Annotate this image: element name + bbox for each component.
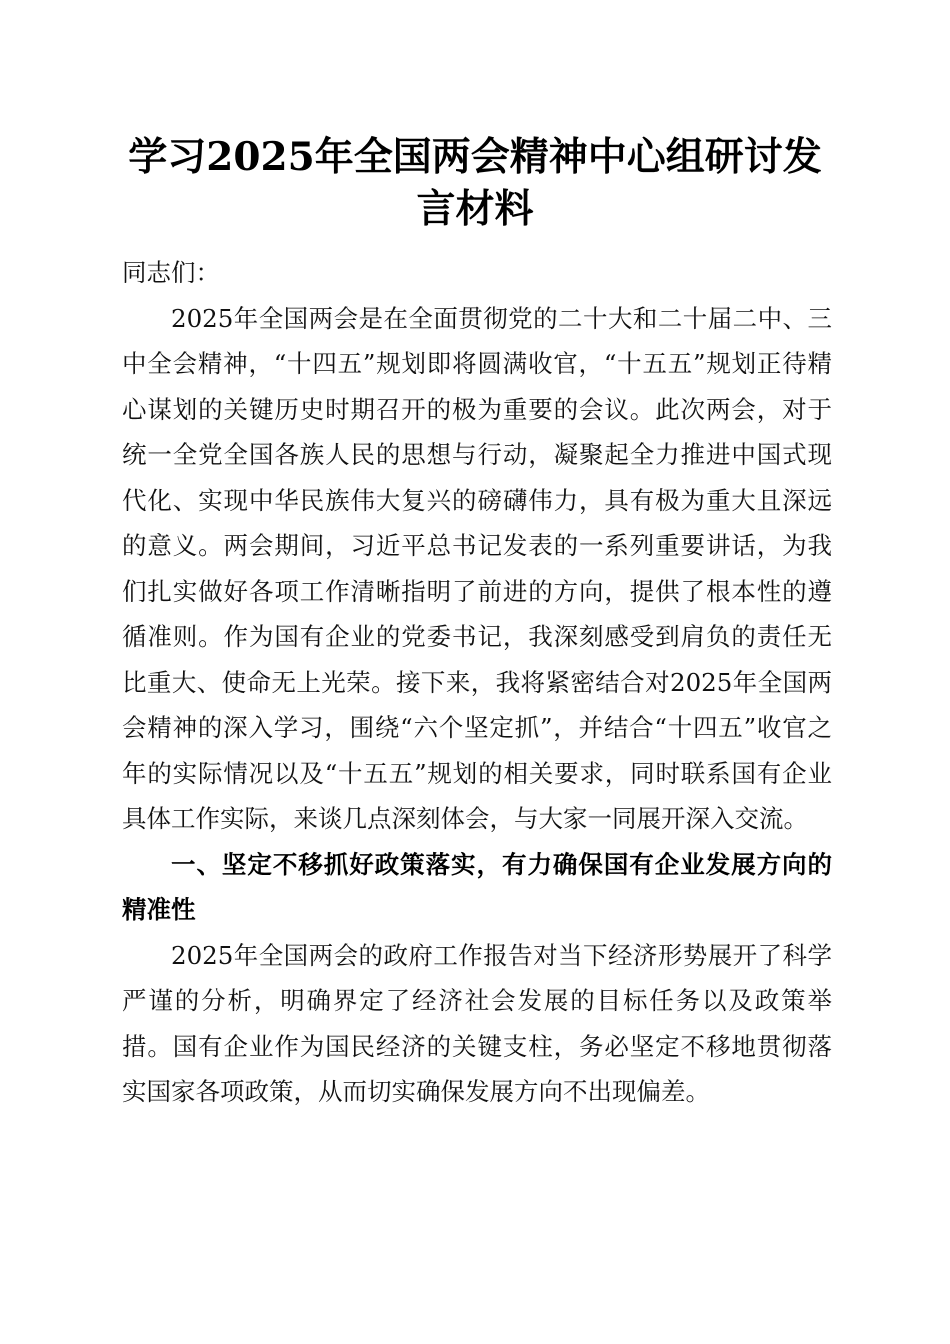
section-1-paragraph: 2025年全国两会的政府工作报告对当下经济形势展开了科学严谨的分析，明确界定了经济社会发展的目标任务以及政策举措。国有企业作为国民经济的关键支柱，务必坚定不移地贯彻落实国家各项政策，从而切实确保发展方向不出现偏差。 (122, 940, 832, 1106)
section-heading-1: 一、坚定不移抓好政策落实，有力确保国有企业发展方向的精准性 (122, 849, 832, 924)
salutation: 同志们： (122, 258, 220, 287)
document-body (122, 250, 832, 1115)
document-title: 学习2025年全国两会精神中心组研讨发言材料 (128, 134, 822, 232)
intro-paragraph: 2025年全国两会是在全面贯彻党的二十大和二十届二中、三中全会精神，“十四五”规划即将圆满收官，“十五五”规划正待精心谋划的关键历史时期召开的极为重要的会议。此次两会，对于统一全党全国各族人民的思想与行动，凝聚起全力推进中国式现代化、实现中华民族伟大复兴的磅礴伟力，具有极为重大且深远的意义。两会期间，习近平总书记发表的一系列重要讲话，为我们扎实做好各项工作清晰指明了前进的方向，提供了根本性的遵循准则。作为国有企业的党委书记，我深刻感受到肩负的责任无比重大、使命无上光荣。接下来，我将紧密结合对2025年全国两会精神的深入学习，围绕“六个坚定抓”，并结合“十四五”收官之年的实际情况以及“十五五”规划的相关要求，同时联系国有企业具体工作实际，来谈几点深刻体会，与大家一同展开深入交流。 (122, 303, 832, 833)
